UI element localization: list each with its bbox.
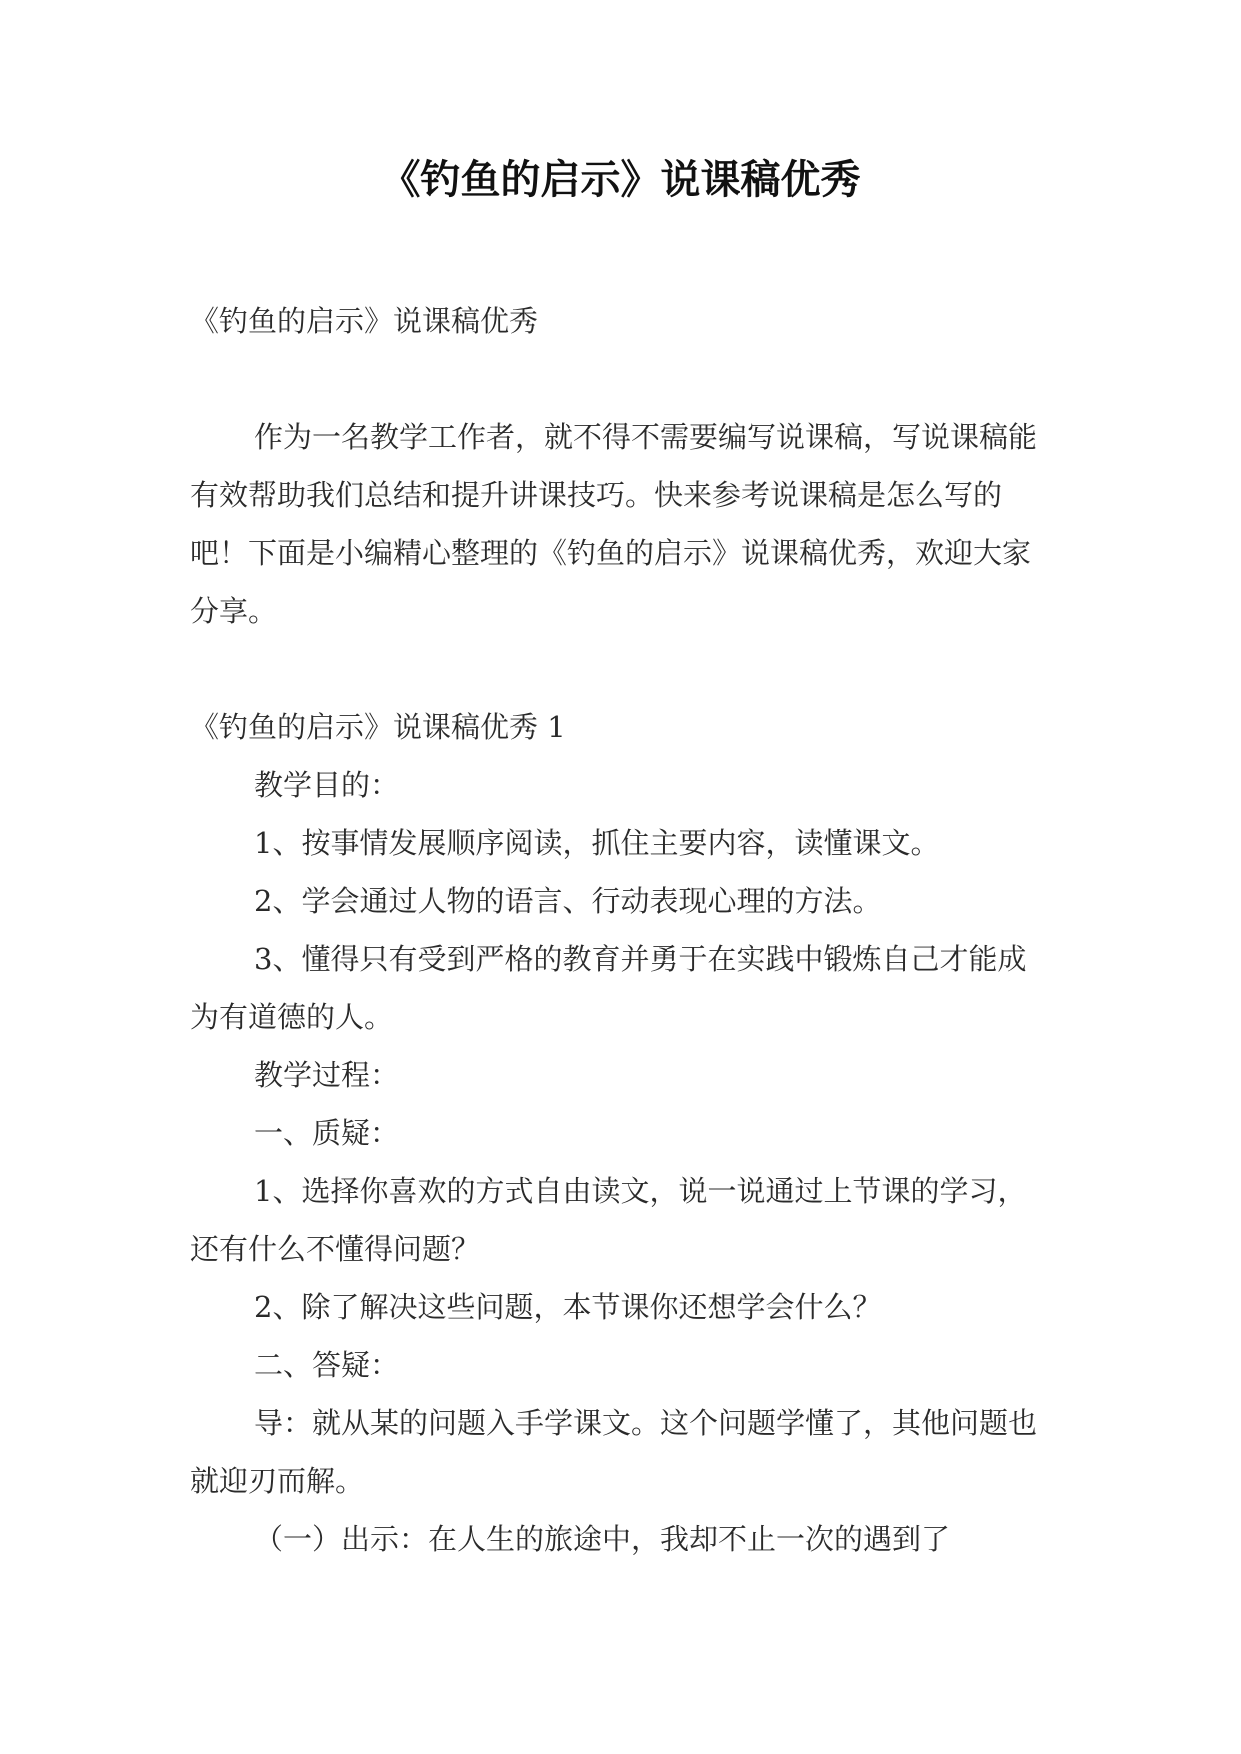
paragraph: 2、除了解决这些问题，本节课你还想学会什么？ — [254, 1290, 882, 1324]
document-title: 《钓鱼的启示》说课稿优秀 — [380, 157, 861, 203]
paragraph: 2、学会通过人物的语言、行动表现心理的方法。 — [254, 884, 882, 918]
document-body — [190, 292, 1052, 1568]
paragraph: 教学目的： — [254, 768, 400, 802]
paragraph: 1、选择你喜欢的方式自由读文，说一说通过上节课的学习，还有什么不懂得问题？ — [190, 1174, 1027, 1266]
paragraph: 1、按事情发展顺序阅读，抓住主要内容，读懂课文。 — [254, 826, 940, 860]
paragraph: 3、懂得只有受到严格的教育并勇于在实践中锻炼自己才能成为有道德的人。 — [190, 942, 1027, 1034]
document-subtitle: 《钓鱼的启示》说课稿优秀 — [190, 304, 539, 338]
intro-paragraph: 作为一名教学工作者，就不得不需要编写说课稿，写说课稿能有效帮助我们总结和提升讲课技巧。快来参考说课稿是怎么写的吧！下面是小编精心整理的《钓鱼的启示》说课稿优秀，欢迎大家分享。 — [190, 420, 1038, 628]
section-heading: 《钓鱼的启示》说课稿优秀 1 — [190, 710, 566, 744]
paragraph: 二、答疑： — [254, 1348, 400, 1382]
paragraph: 一、质疑： — [254, 1116, 400, 1150]
paragraph: 导：就从某的问题入手学课文。这个问题学懂了，其他问题也就迎刃而解。 — [190, 1406, 1038, 1498]
paragraph: （一）出示：在人生的旅途中，我却不止一次的遇到了 — [254, 1522, 951, 1556]
paragraph: 教学过程： — [254, 1058, 400, 1092]
